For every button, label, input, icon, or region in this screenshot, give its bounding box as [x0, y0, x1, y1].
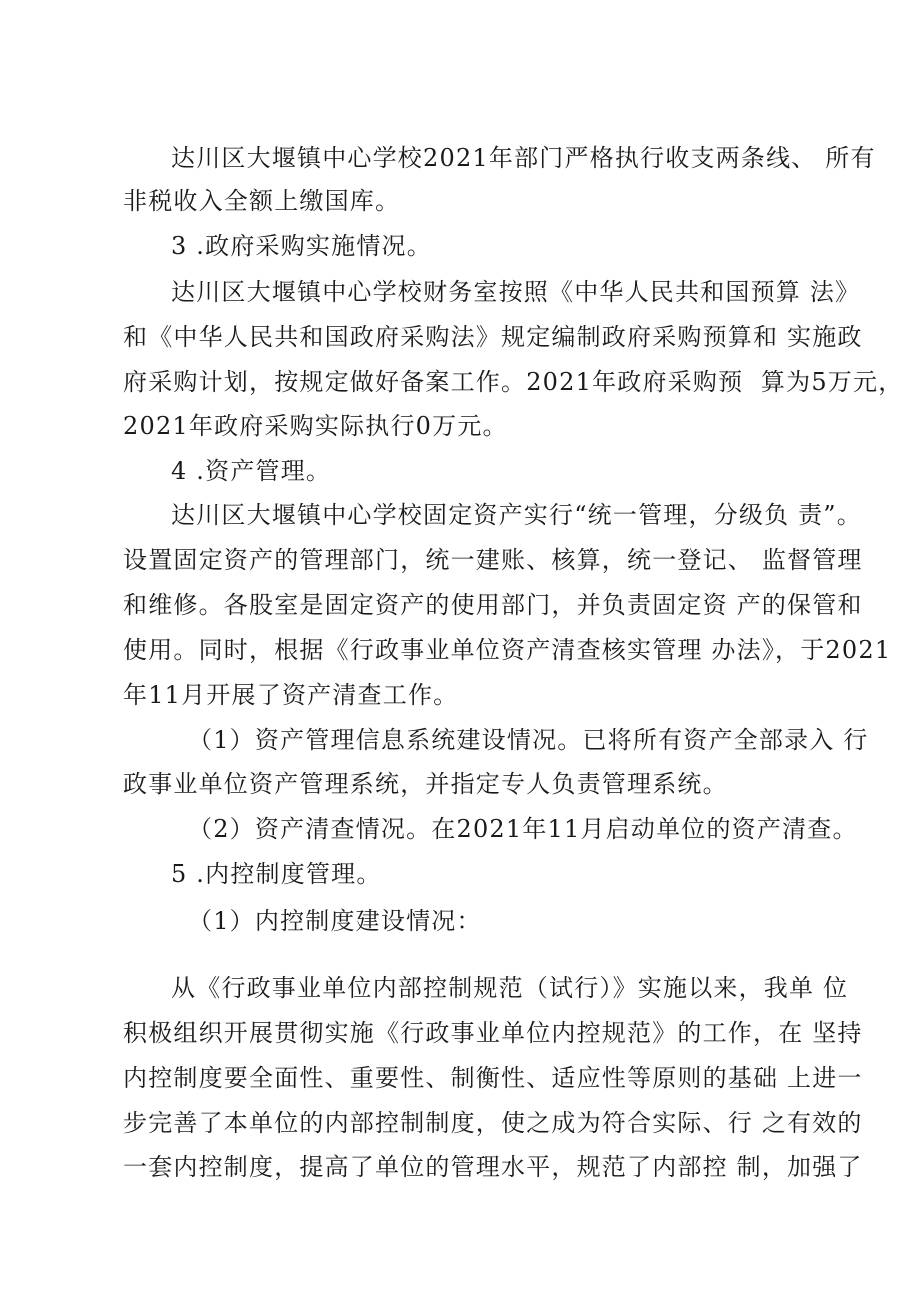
paragraph-line: 一套内控制度，提高了单位的管理水平，规范了内部控 制，加强了 [123, 1153, 863, 1181]
paragraph-line: 从《行政事业单位内部控制规范（试行）》实施以来，我单 位 [171, 974, 849, 1002]
paragraph-line: 内控制度要全面性、重要性、制衡性、适应性等原则的基础 上进一 [123, 1064, 863, 1092]
paragraph-line: 政事业单位资产管理系统，并指定专人负责管理系统。 [123, 770, 728, 798]
section-heading: 4 .资产管理。 [171, 457, 332, 485]
paragraph-line: （2）资产清查情况。在2021年11月启动单位的资产清查。 [188, 815, 858, 843]
paragraph-line: 达川区大堰镇中心学校固定资产实行“统一管理，分级负 责”。 [171, 501, 862, 529]
section-heading: 3 .政府采购实施情况。 [171, 232, 432, 260]
paragraph-line: 府采购计划，按规定做好备案工作。2021年政府采购预 算为5万元， [123, 368, 904, 396]
paragraph-line: 年11月开展了资产清查工作。 [123, 681, 459, 709]
paragraph-line: 设置固定资产的管理部门，统一建账、核算，统一登记、 监督管理 [123, 546, 863, 574]
paragraph-line: 2021年政府采购实际执行0万元。 [123, 412, 508, 440]
paragraph-line: 积极组织开展贯彻实施《行政事业单位内控规范》的工作，在 坚持 [123, 1019, 863, 1047]
paragraph-line: （1）资产管理信息系统建设情况。已将所有资产全部录入 行 [188, 726, 869, 754]
paragraph-line: 和维修。各股室是固定资产的使用部门，并负责固定资 产的保管和 [123, 591, 863, 619]
sub-heading: （1）内控制度建设情况： [188, 907, 482, 935]
paragraph-line: 非税收入全额上缴国库。 [123, 187, 401, 215]
paragraph-line: 使用。同时，根据《行政事业单位资产清查核实管理 办法》，于2021 [123, 636, 892, 664]
paragraph-line: 和《中华人民共和国政府采购法》规定编制政府采购预算和 实施政 [123, 323, 863, 351]
section-heading: 5 .内控制度管理。 [171, 860, 382, 888]
paragraph-line: 达川区大堰镇中心学校财务室按照《中华人民共和国预算 法》 [171, 278, 861, 306]
paragraph-line: 步完善了本单位的内部控制制度，使之成为符合实际、行 之有效的 [123, 1109, 863, 1137]
paragraph-line: 达川区大堰镇中心学校2021年部门严格执行收支两条线、 所有 [171, 144, 876, 172]
